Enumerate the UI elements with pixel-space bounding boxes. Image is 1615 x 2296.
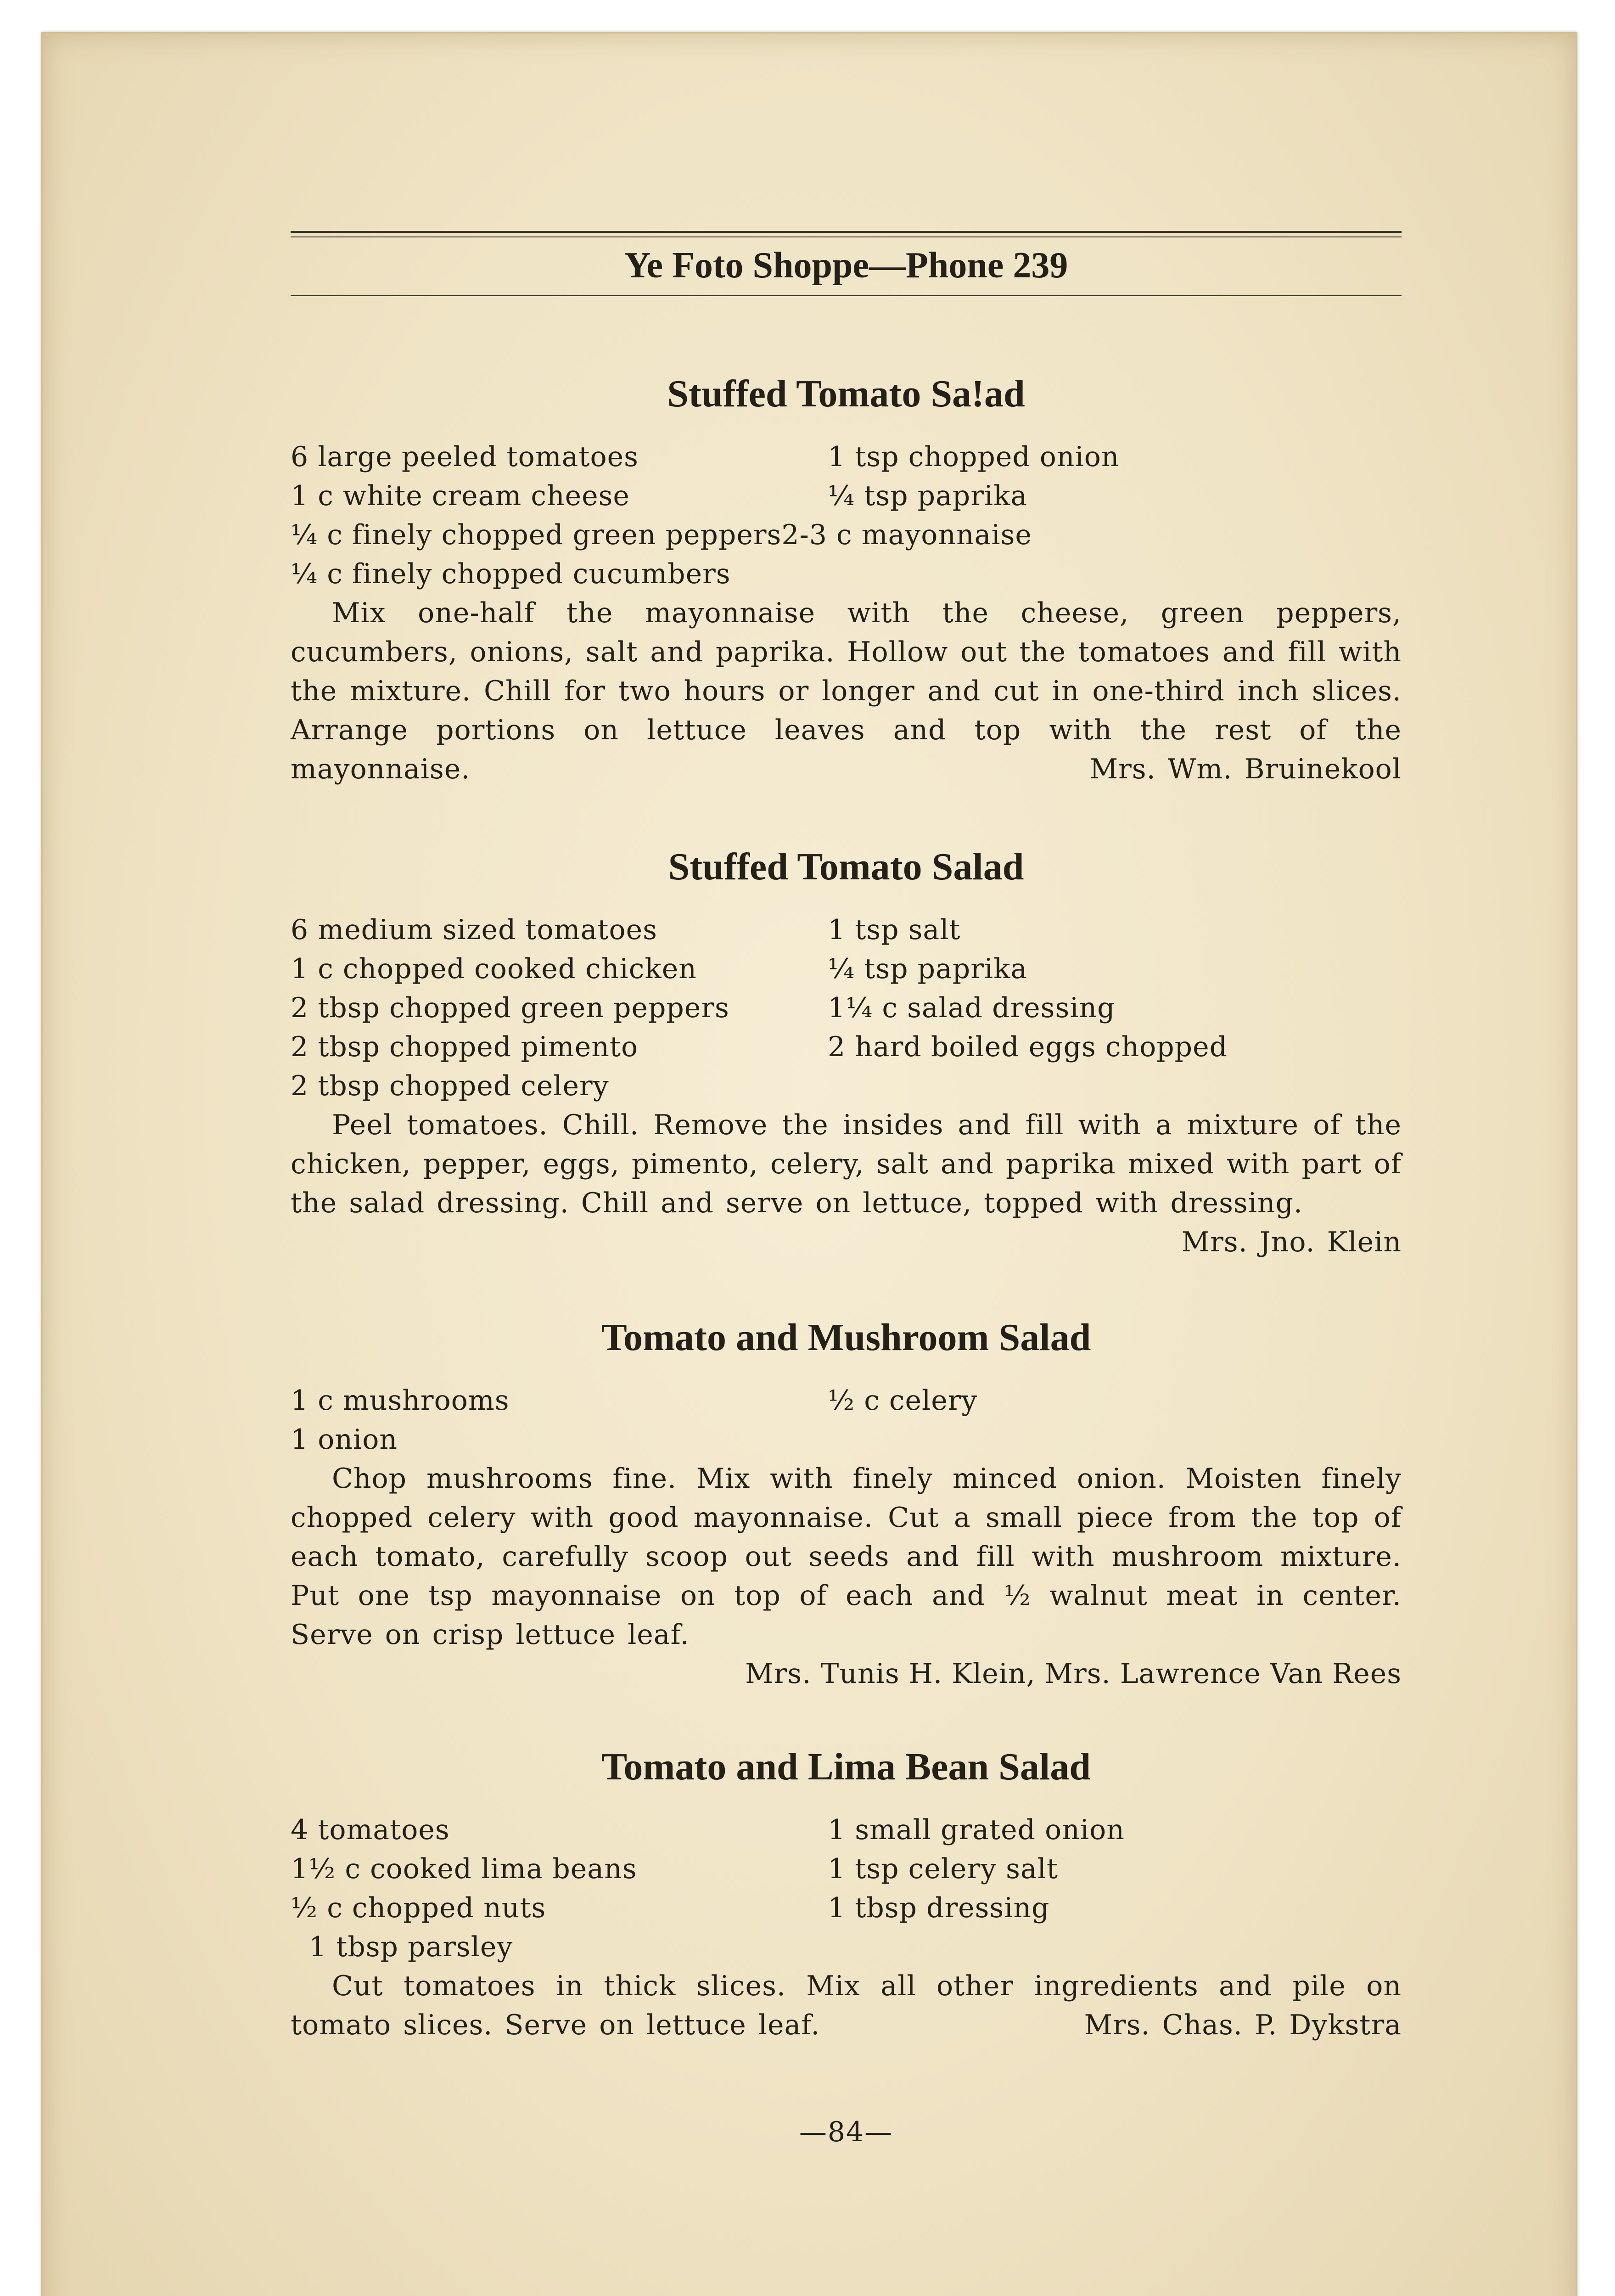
ingredient: 1 tsp celery salt xyxy=(828,1853,1058,1885)
ingredients-left-column xyxy=(291,911,828,1106)
ingredient: 1½ c cooked lima beans xyxy=(291,1853,637,1885)
ingredient: 2 tbsp chopped celery xyxy=(291,1070,609,1102)
ingredient: ½ c celery xyxy=(828,1384,978,1417)
page-header: Ye Foto Shoppe—Phone 239 xyxy=(624,245,1068,286)
recipe-stuffed-tomato-salad-1 xyxy=(291,369,1402,789)
header-bottom-rule xyxy=(291,295,1402,296)
recipe-title: Stuffed Tomato Salad xyxy=(668,845,1024,888)
ingredient-list xyxy=(291,438,1402,594)
ingredient: 6 large peeled tomatoes xyxy=(291,441,639,473)
ingredient: 6 medium sized tomatoes xyxy=(291,914,657,946)
directions-text: Peel tomatoes. Chill. Remove the insides and fill with a mixture of the chicken, pepper, eggs, pimento, celery, salt and paprika mixed with part of the salad dressing. Chill and serve on lettuce, topped with dressing. xyxy=(291,1109,1402,1219)
ingredient: ½ c chopped nuts xyxy=(291,1892,546,1924)
recipe-directions xyxy=(291,594,1402,789)
ingredients-right-column xyxy=(828,911,1402,1106)
ingredient: 2 hard boiled eggs chopped xyxy=(828,1031,1228,1063)
header-top-rule-thin xyxy=(291,236,1402,237)
ingredient-list xyxy=(291,1381,1402,1459)
ingredient: 2 tbsp chopped pimento xyxy=(291,1031,639,1063)
ingredient: 1 c white cream cheese xyxy=(291,480,630,512)
recipe-credit: Mrs. Tunis H. Klein, Mrs. Lawrence Van Rees xyxy=(745,1658,1402,1690)
ingredient: ¼ c finely chopped green peppers2-3 c mayonnaise xyxy=(291,519,1032,551)
ingredient: 4 tomatoes xyxy=(291,1814,450,1846)
ingredients-right-column xyxy=(828,1381,1402,1459)
ingredient: ¼ c finely chopped cucumbers xyxy=(291,558,731,590)
header-top-rule xyxy=(291,231,1402,233)
ingredient: 1 c chopped cooked chicken xyxy=(291,953,697,985)
ingredient: 1 small grated onion xyxy=(828,1814,1125,1846)
recipe-title: Tomato and Lima Bean Salad xyxy=(601,1745,1091,1788)
recipe-directions xyxy=(291,1967,1402,2045)
ingredients-right-column xyxy=(828,438,1402,594)
recipe-tomato-mushroom-salad xyxy=(291,1312,1402,1694)
ingredient: ¼ tsp paprika xyxy=(828,953,1028,985)
ingredient: 1 tsp chopped onion xyxy=(828,441,1120,473)
recipe-directions xyxy=(291,1106,1402,1258)
recipe-tomato-lima-bean-salad xyxy=(291,1742,1402,2045)
recipe-title: Stuffed Tomato Sa!ad xyxy=(667,372,1025,415)
recipe-credit: Mrs. Wm. Bruinekool xyxy=(1089,753,1402,785)
recipe-directions: Chop mushrooms fine. Mix with finely minced onion. Moisten finely chopped celery with good mayonnaise. Cut a small piece from the top of each tomato, carefully scoop out seeds and fill with mushroom mixture. Put one tsp mayonnaise on top of each and ½ walnut meat in center. Serve on crisp lettuce leaf. xyxy=(291,1463,1402,1651)
recipe-credit: Mrs. Jno. Klein xyxy=(1181,1226,1402,1258)
ingredient-list xyxy=(291,911,1402,1106)
ingredient: 1 onion xyxy=(291,1424,398,1456)
ingredient: 1 tbsp dressing xyxy=(828,1892,1050,1924)
ingredient: 1 tbsp parsley xyxy=(309,1931,513,1963)
book-page xyxy=(41,32,1577,2296)
page-number: —84— xyxy=(799,2116,893,2148)
recipe-credit: Mrs. Chas. P. Dykstra xyxy=(1084,2009,1402,2041)
directions-text: Cut tomatoes in thick slices. Mix all other ingredients and pile on tomato slices. Serve on lettuce leaf. xyxy=(291,1970,1402,2041)
ingredient: 1 c mushrooms xyxy=(291,1384,510,1417)
ingredients-left-column xyxy=(291,1381,828,1459)
ingredients-right-column xyxy=(828,1811,1402,1967)
ingredient: 1 tsp salt xyxy=(828,914,961,946)
recipe-stuffed-tomato-salad-2 xyxy=(291,842,1402,1262)
ingredient-list xyxy=(291,1811,1402,1967)
ingredient: 2 tbsp chopped green peppers xyxy=(291,992,729,1024)
ingredient: ¼ tsp paprika xyxy=(828,480,1028,512)
ingredients-left-column xyxy=(291,1811,828,1967)
directions-text: Mix one-half the mayonnaise with the cheese, green peppers, cucumbers, onions, salt and paprika. Hollow out the tomatoes and fill with the mixture. Chill for two hours or longer and cut in one-third inch slices. Arrange portions on lettuce leaves and top with the rest of the mayonnaise. xyxy=(291,597,1402,785)
recipe-title: Tomato and Mushroom Salad xyxy=(601,1316,1091,1359)
ingredient: 1¼ c salad dressing xyxy=(828,992,1116,1024)
